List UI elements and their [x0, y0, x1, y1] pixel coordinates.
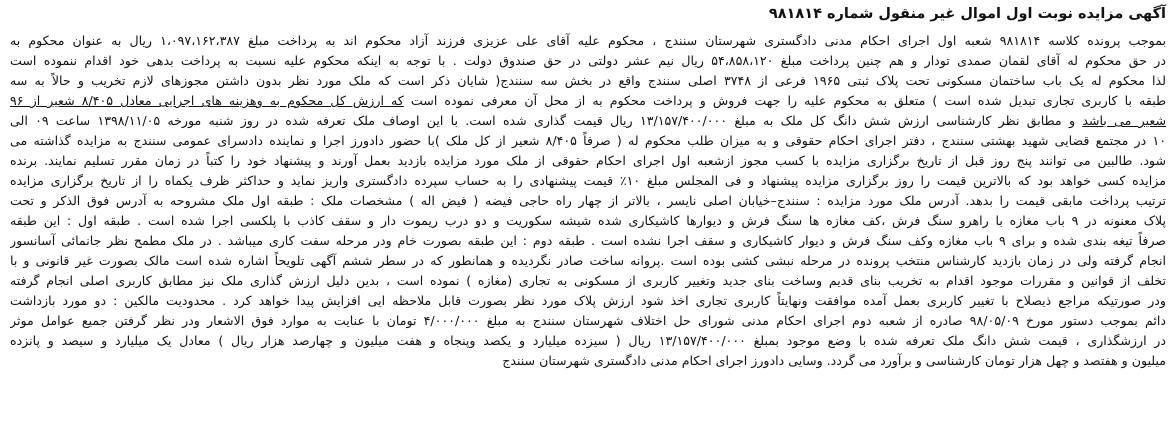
notice-body: [10, 31, 1166, 371]
body-line-2: در حق محکوم له آقای لقمان صمدی تودار و هم چنین پرداخت مبلغ ۵۴،۸۵۸،۱۲۰ ریال نیم عشر دولتی در حق صندوق دولت . با توجه به اینکه محکوم علیه نسبت به پرداخت بدهی خود اقدام ننموده است: [10, 53, 1166, 68]
body-line-9: ترتیب پرداخت مابقی قیمت را بدهد. آدرس ملک مورد مزایده : سنندج–خیابان اصلی نایسر ، بالاتر از چهار راه حاجی فیضه ( فیض اله ) مشخصات ملک : طبقه اول ملک مشروحه به آدرس فوق الذکر و تحت: [10, 193, 1166, 208]
body-line-11: صرفاً تیغه بندی شده و برای ۹ باب مغازه وکف سنگ فرش و دیوار کاشیکاری و سقف اجرا نشده است . طبقه دوم : این طبقه بصورت خام ودر مرحله سفت کاری میباشد . در ملک مطمح نظر جانمائی آسانسور: [10, 233, 1166, 248]
body-line-5-text: و مطابق نظر کارشناسی ارزش شش دانگ کل ملک به مبلغ ۱۳/۱۵۷/۴۰۰/۰۰۰ ریال قیمت گذاری شده است. با این اوصاف ملک تعرفه شده در روز شنبه مورخه ۱۳۹۸/۱۱/۰۵ ساعت ۰۹ الی: [10, 113, 1083, 128]
body-line-4-text: طبقه با کاربری تجاری تبدیل شده است ) متعلق به محکوم علیه را جهت فروش و پرداخت محکوم به از محل آن معرفی نموده است: [403, 93, 1166, 108]
body-line-6: ۱۰ در مجتمع قضایی شهید بهشتی سنندج ، دفتر اجرای احکام حقوقی و به میزان طلب محکوم له ( صرفاً ۸/۴۰۵ شعیر از کل ملک )با حضور دادورز اجرا و نماینده دادسرای عمومی سنندج به مزایده گذاشته می: [10, 133, 1166, 148]
body-line-12: انجام گرفته ولی در زمان بازدید کارشناس منتخب پرونده در مرحله نبشی کشی بوده است .پروانه ساخت صادر نگردیده و همانطور که در سطر ششم آگهی تلویحاً اشاره شده است مالک بصورت غیر قانونی و با: [10, 253, 1166, 268]
body-line-14: ودر صورتیکه مراجع ذیصلاح با تغییر کاربری بعمل آمده موافقت ونهایتاً کاربری تجاری اخذ شود ارزش پلاک مورد نظر بصورت قابل ملاحظه ایی افزایش پیدا خواهد کرد . محدودیت مالکین : دو مورد بازداشت: [10, 293, 1166, 308]
notice-title: آگهی مزایده نوبت اول اموال غیر منقول شماره ۹۸۱۸۱۴: [768, 6, 1166, 22]
body-line-5: [10, 111, 1166, 131]
body-line-4: [10, 91, 1166, 111]
underlined-value-clause: که ارزش کل محکوم به وهزینه های اجرایی معادل ۸/۴۰۵ شعیر از ۹۶: [10, 93, 404, 108]
body-line-13: تخلف از قوانین و مقررات موجود اقدام به تخریب بنای قدیم وساخت بنای جدید وتغییر کاربری از مسکونی به تجاری (مغازه ) نموده است ، بدین دلیل ارزش گذاری ملک نیز مطابق کاربری اصلی انجام گرفته: [10, 273, 1166, 288]
underlined-value-clause-end: شعیر می باشد: [1082, 113, 1166, 128]
body-line-7: شود. طالبین می توانند پنج روز قبل از تاریخ برگزاری مزایده با کسب مجوز ازشعبه اول اجرای احکام حقوقی از ملک مورد مزایده بازدید بعمل آورند و پیشنهاد خود را کتباً در زمان مقرر تسلیم نمایند. برنده: [10, 153, 1166, 168]
body-line-1: بموجب پرونده کلاسه ۹۸۱۸۱۴ شعبه اول اجرای احکام مدنی دادگستری شهرستان سنندج ، محکوم علیه آقای علی عزیزی فرزند آزاد محکوم اند به پرداخت مبلغ ۱،۰۹۷،۱۶۲،۳۸۷ ریال به عنوان محکوم به: [10, 33, 1166, 48]
body-line-3: لذا محکوم له یک باب ساختمان مسکونی تحت پلاک ثبتی ۱۹۶۵ فرعی از ۳۷۴۸ اصلی سنندج واقع در بخش سه سنندج( شایان ذکر است که ملک مورد نظر بدون داشتن مجوزهای لازم تخریب و حالاً به سه: [10, 73, 1166, 88]
body-line-15: دائم بموجب دستور مورخ ۹۸/۰۵/۰۹ صادره از شعبه دوم اجرای احکام مدنی شورای حل اختلاف شهرستان سنندج به مبلغ ۴/۰۰۰/۰۰۰ تومان با عنایت به موارد فوق الاشعار ودر نظر گرفتن جمیع عوامل موثر: [10, 313, 1166, 328]
body-line-17: میلیون و هفتصد و چهل هزار تومان کارشناسی و برآورد می گردد. وسایی دادورز اجرای احکام مدنی دادگستری شهرستان سنندج: [502, 353, 1166, 368]
body-line-8: مزایده کسی خواهد بود که بالاترین قیمت را روز برگزاری مزایده پیشنهاد و فی المجلس مبلغ ۱۰٪ قیمت پیشنهادی را به حساب سپرده دادگستری واریز نماید و حداکثر ظرف یکماه را از تاریخ برگزاری مزایده: [10, 173, 1166, 188]
body-line-10: پلاک معنونه در ۹ باب مغازه با راهرو سنگ فرش ،کف مغازه ها سنگ فرش و دیوارها کاشیکاری شده شیشه سکوریت و دو درب ریموت دار و سقف کاذب با پلکسی اجرا شده است . طبقه اول : این طبقه: [10, 213, 1166, 228]
body-line-16: در ارزشگذاری ، قیمت شش دانگ ملک تعرفه شده با وضع موجود بمبلغ ۱۳/۱۵۷/۴۰۰/۰۰۰ ریال ( سیزده میلیارد و یکصد وپنجاه و هفت میلیون و چهارصد هزار ریال ) معادل یک میلیارد و سیصد و پانزده: [10, 333, 1166, 348]
